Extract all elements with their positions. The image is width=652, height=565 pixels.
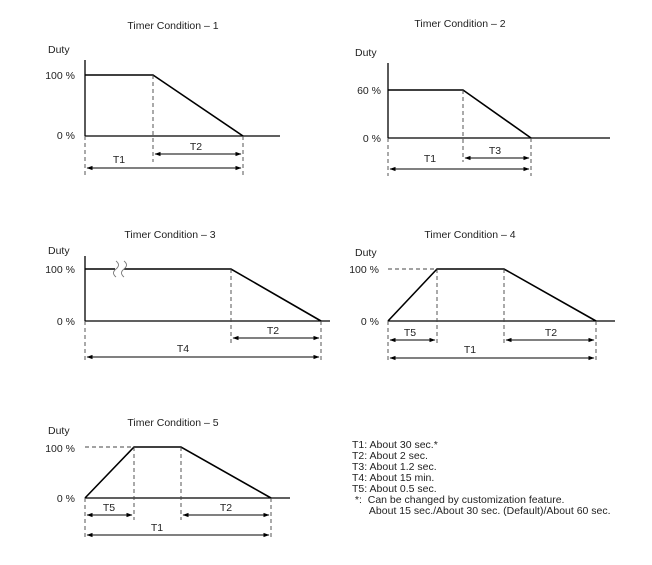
- panel-timer-condition-4: [349, 229, 615, 362]
- panel-5-duty-curve: [85, 447, 271, 498]
- legend-line: T5: About 0.5 sec.: [352, 483, 437, 495]
- legend-line: T4: About 15 min.: [352, 472, 435, 484]
- panel-2-t1-label: T1: [423, 153, 437, 165]
- panel-5-t2-label: T2: [219, 502, 233, 514]
- panel-2-60-label: 60 %: [357, 85, 381, 97]
- panel-3-title: Timer Condition – 3: [124, 229, 216, 241]
- panel-5-0-label: 0 %: [56, 493, 75, 505]
- panel-1-duty-label: Duty: [48, 44, 70, 56]
- panel-4-duty-curve: [388, 269, 596, 321]
- panel-1-t1-label: T1: [112, 154, 126, 166]
- panel-1-t2-label: T2: [189, 141, 203, 153]
- panel-timer-condition-5: [45, 417, 290, 540]
- panel-timer-condition-1: [45, 20, 280, 176]
- panel-timer-condition-2: [355, 18, 610, 176]
- panel-1-100-label: 100 %: [45, 70, 75, 82]
- panel-5-t5-label: T5: [102, 502, 116, 514]
- panel-5-title: Timer Condition – 5: [127, 417, 219, 429]
- panel-2-0-label: 0 %: [362, 133, 381, 145]
- panel-3-t4-label: T4: [176, 343, 190, 355]
- panel-3-duty-curve: [124, 269, 321, 321]
- panel-3-duty-label: Duty: [48, 245, 70, 257]
- panel-5-t1-label: T1: [150, 522, 164, 534]
- legend-line: *: Can be changed by customization feature.: [352, 494, 565, 506]
- panel-1-title: Timer Condition – 1: [127, 20, 219, 32]
- panel-4-title: Timer Condition – 4: [424, 229, 516, 241]
- panel-4-100-label: 100 %: [349, 264, 379, 276]
- panel-3-100-label: 100 %: [45, 264, 75, 276]
- panel-timer-condition-3: [45, 229, 330, 362]
- legend-line: About 15 sec./About 30 sec. (Default)/About 60 sec.: [352, 505, 611, 517]
- panel-2-duty-label: Duty: [355, 47, 377, 59]
- panel-2-t3-label: T3: [488, 145, 502, 157]
- panel-1-0-label: 0 %: [56, 130, 75, 142]
- panel-4-t2-label: T2: [544, 327, 558, 339]
- panel-4-0-label: 0 %: [360, 316, 379, 328]
- panel-3-t2-label: T2: [266, 325, 280, 337]
- panel-1-duty-curve: [85, 75, 243, 136]
- legend-line: T2: About 2 sec.: [352, 450, 428, 462]
- panel-4-t5-label: T5: [403, 327, 417, 339]
- panel-3-0-label: 0 %: [56, 316, 75, 328]
- legend-line: T1: About 30 sec.*: [352, 439, 438, 451]
- panel-2-title: Timer Condition – 2: [414, 18, 506, 30]
- panel-2-duty-curve: [388, 90, 531, 138]
- legend-line: T3: About 1.2 sec.: [352, 461, 437, 473]
- timer-legend: [352, 440, 611, 517]
- panel-5-duty-label: Duty: [48, 425, 70, 437]
- panel-4-duty-label: Duty: [355, 247, 377, 259]
- panel-4-t1-label: T1: [463, 344, 477, 356]
- panel-5-100-label: 100 %: [45, 443, 75, 455]
